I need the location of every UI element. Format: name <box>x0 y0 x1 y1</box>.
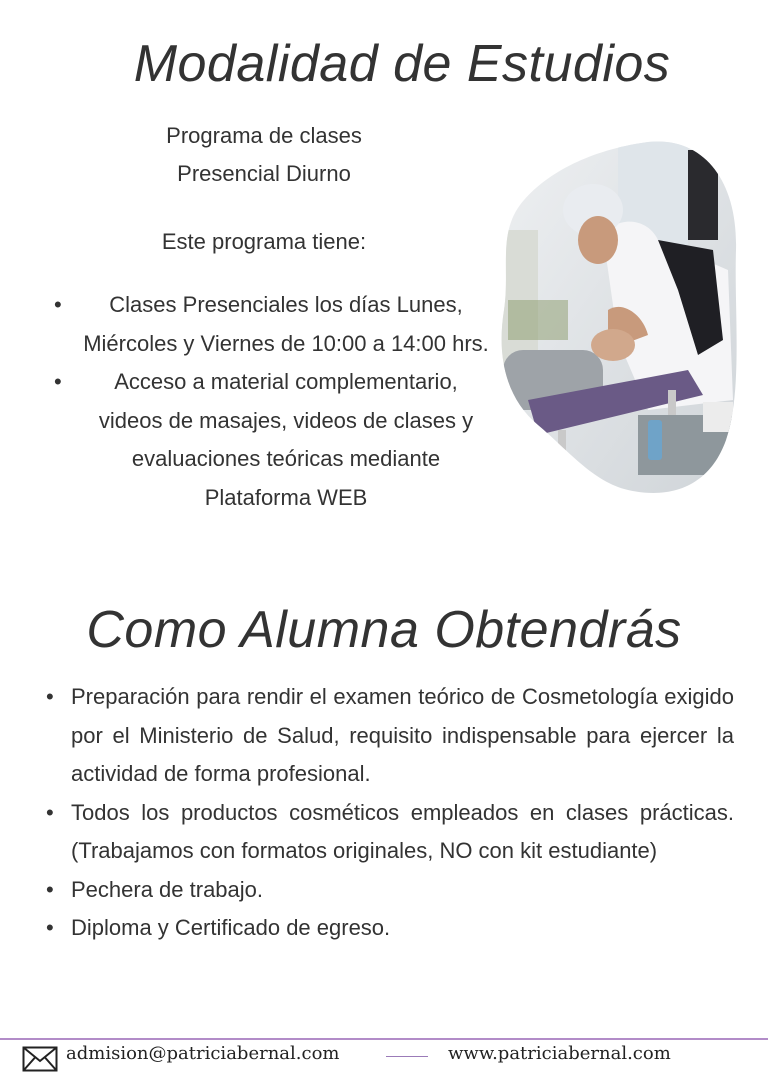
section-title-modalidad: Modalidad de Estudios <box>133 35 671 93</box>
list-item: • Todos los productos cosméticos empleados en clases prácticas. (Trabajamos con formatos originales, NO con kit estudiante) <box>42 794 734 871</box>
list-item: • Acceso a material complementario, videos de masajes, videos de clases y evaluaciones teóricas mediante Plataforma WEB <box>52 363 492 517</box>
list-item: • Preparación para rendir el examen teórico de Cosmetología exigido por el Ministerio de Salud, requisito indispensable para ejercer la actividad de forma profesional. <box>42 678 734 794</box>
program-intro: Este programa tiene: <box>161 229 367 254</box>
website-link[interactable]: www.patriciabernal.com <box>448 1043 671 1064</box>
list-item: • Pechera de trabajo. <box>42 871 734 910</box>
program-features-list <box>52 286 492 517</box>
email-link[interactable]: admision@patriciabernal.com <box>66 1043 340 1064</box>
program-subtitle <box>84 117 444 193</box>
subtitle-line-2: Presencial Diurno <box>177 161 351 186</box>
subtitle-line-1: Programa de clases <box>166 123 362 148</box>
envelope-icon <box>22 1046 58 1072</box>
section-title-alumna: Como Alumna Obtendrás <box>86 601 682 659</box>
massage-class-photo <box>498 140 740 496</box>
footer-separator <box>386 1056 428 1057</box>
list-item: • Diploma y Certificado de egreso. <box>42 909 734 948</box>
list-item: • Clases Presenciales los días Lunes, Miércoles y Viernes de 10:00 a 14:00 hrs. <box>52 286 492 363</box>
footer <box>0 1040 768 1080</box>
benefits-list <box>42 678 734 948</box>
